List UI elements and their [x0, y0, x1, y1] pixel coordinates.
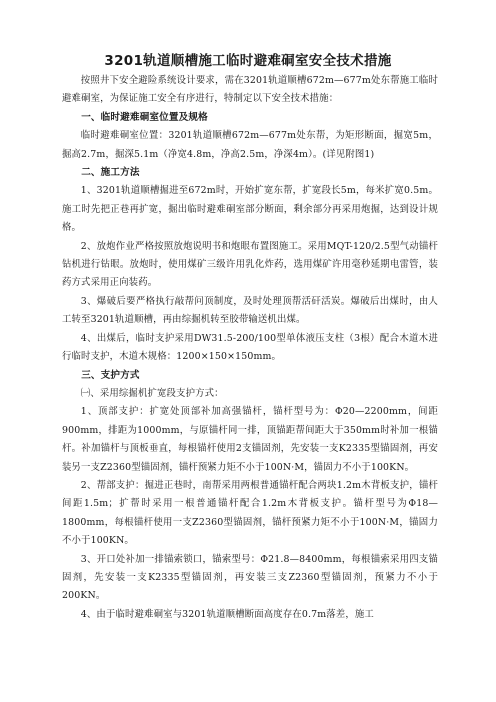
section-heading: 二、施工方法 — [81, 167, 140, 179]
body-paragraph: 4、出煤后，临时支护采用DW31.5-200/100型单体液压支柱（3根）配合木道木进行临时支护，木道木规格：1200×150×150mm。 — [62, 332, 438, 363]
body-paragraph: 临时避难硐室位置：3201轨道顺槽672m—677m处东帮，为矩形断面，掘宽5m，掘高2.7m，掘深5.1m（净宽4.8m，净高2.5m，净深4m）。(详见附图1) — [62, 130, 438, 160]
body-paragraph: 1、3201轨道顺槽掘进至672m时，开始扩宽东帮，扩宽段长5m，每米扩宽0.5m。施工时先把正巷再扩宽，掘出临时避难硐室部分断面，剩余部分再采用炮掘，达到设计规格。 — [62, 185, 438, 234]
body-paragraph: 3、开口处补加一排锚索锁口，锚索型号：Φ21.8—8400mm，每根锚索采用四支锚固剂，先安装一支K2335型锚固剂，再安装三支Z2360型锚固剂，预紧力不小于200KN。 — [62, 553, 438, 602]
section-heading: 一、临时避难硐室位置及规格 — [81, 111, 208, 123]
body-paragraph: 按照井下安全避险系统设计要求，需在3201轨道顺槽672m—677m处东帮施工临时避难硐室，为保证施工安全有序进行，特制定以下安全技术措施： — [62, 75, 438, 105]
body-paragraph: 3、爆破后要严格执行敲帮问顶制度，及时处理顶帮活矸活炭。爆破后出煤时，由人工转至3201轨道顺槽，再由综掘机转至胶带输送机出煤。 — [62, 295, 438, 326]
document-body — [62, 72, 438, 624]
body-paragraph: ㈠、采用综掘机扩宽段支护方式： — [80, 387, 224, 399]
body-paragraph: 1、顶部支护：扩宽处顶部补加高强锚杆，锚杆型号为：Φ20—2200mm，间距900mm，排距为1000mm，与原锚杆同一排，顶锚距帮间距大于350mm时补加一根锚杆。补加锚杆与顶板垂直，每根锚杆使用2支锚固剂，先安装一支K2335型锚固剂，再安装另一支Z2360型锚固剂，锚杆预紧力矩不小于100N·M，锚固力不小于100KN。 — [62, 406, 438, 473]
section-heading: 三、支护方式 — [81, 369, 140, 381]
body-paragraph: 4、由于临时避难硐室与3201轨道顺槽断面高度存在0.7m落差，施工 — [80, 608, 374, 620]
body-paragraph: 2、帮部支护：掘进正巷时，南帮采用两根普通锚杆配合两块1.2m木背板支护，锚杆间距1.5m；扩帮时采用一根普通锚杆配合1.2m木背板支护。锚杆型号为Φ18—1800mm，每根锚杆使用一支Z2360型锚固剂，锚杆预紧力矩不小于100N·M，锚固力不小于100KN。 — [62, 479, 438, 547]
document-title: 3201轨道顺槽施工临时避难硐室安全技术措施 — [104, 53, 392, 69]
body-paragraph: 2、放炮作业严格按照放炮说明书和炮眼布置图施工。采用MQT-120/2.5型气动锚杆钻机进行钻眼。放炮时，使用煤矿三级许用乳化炸药，选用煤矿许用毫秒延期电雷管，装药方式采用正向装药。 — [62, 240, 438, 289]
